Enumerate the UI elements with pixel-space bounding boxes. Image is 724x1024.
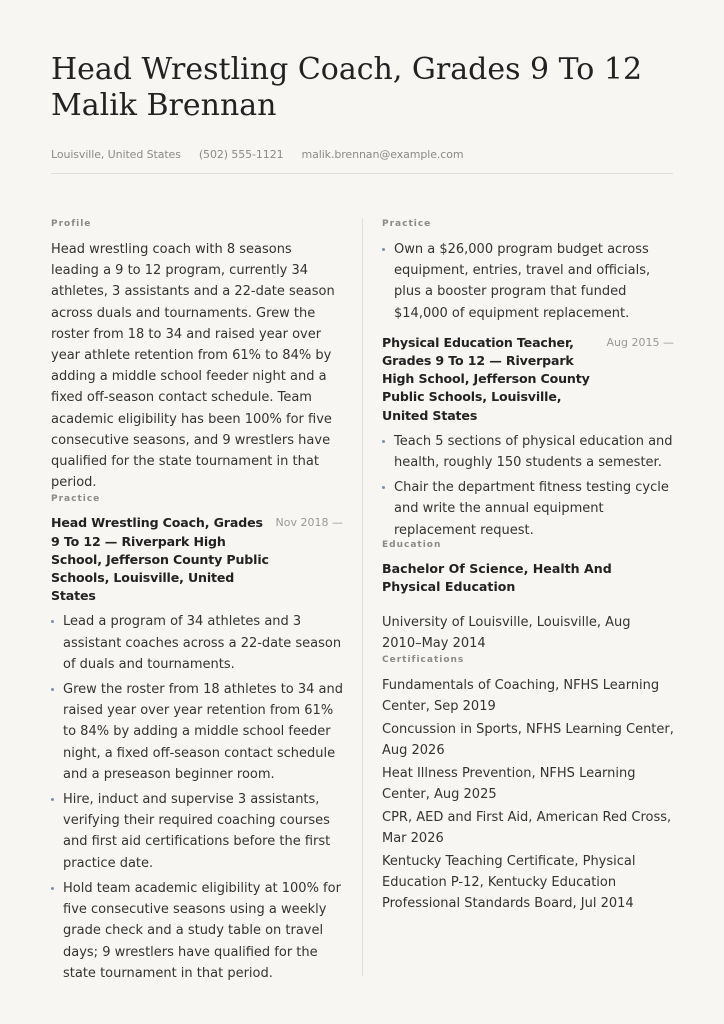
list-item: CPR, AED and First Aid, American Red Cross, Mar 2026	[382, 810, 672, 847]
bullet-icon	[51, 887, 54, 890]
resume-name: Head Wrestling Coach, Grades 9 To 12 Malik Brennan	[51, 52, 643, 123]
bullet-text: Teach 5 sections of physical education and health, roughly 150 students a semester.	[394, 433, 673, 471]
bullet-icon	[51, 798, 54, 801]
bullet-icon	[382, 486, 385, 489]
bullet-text: Lead a program of 34 athletes and 3 assistant coaches across a 22-date season of duals and tournaments.	[63, 614, 342, 672]
profile-section-label: Profile	[51, 219, 92, 229]
bullet-icon	[382, 440, 385, 443]
bullet-text: Hire, induct and supervise 3 assistants, verifying their required coaching courses and first aid certifications before the first practice date.	[63, 792, 331, 871]
education-detail: University of Louisville, Louisville, Aug 2010–May 2014	[382, 615, 631, 652]
bullet-icon	[51, 620, 54, 623]
contact-location: Louisville, United States	[51, 148, 181, 161]
job-bullets	[51, 611, 343, 983]
list-item	[51, 679, 343, 785]
contact-line	[51, 148, 673, 161]
list-item: Fundamentals of Coaching, NFHS Learning Center, Sep 2019	[382, 678, 660, 715]
list-item	[382, 431, 674, 473]
list-item: Kentucky Teaching Certificate, Physical Education P-12, Kentucky Education Professional Standards Board, Jul 2014	[382, 854, 636, 912]
bullet-text: Grew the roster from 18 athletes to 34 and raised year over year retention from 61% to 84% by adding a middle school feeder night, a fixed off-season contact schedule and a preseason beginner room.	[63, 682, 344, 782]
education-section-label: Education	[382, 539, 442, 550]
job-title: Head Wrestling Coach, Grades 9 To 12 — Riverpark High School, Jefferson County Public Schools, Louisville, United States	[51, 515, 269, 604]
bullet-icon	[382, 248, 385, 251]
bullet-icon	[51, 688, 54, 691]
resume-header	[51, 52, 673, 161]
job-heading	[382, 334, 674, 425]
practice-section-label: Practice	[382, 219, 432, 229]
job-date: Nov 2018 —	[275, 516, 343, 530]
bullet-text: Chair the department fitness testing cycle and write the annual equipment replacement request.	[394, 480, 669, 538]
job-title: Physical Education Teacher, Grades 9 To 12 — Riverpark High School, Jefferson County Public Schools, Louisville, United States	[382, 334, 590, 423]
contact-email: malik.brennan@example.com	[301, 148, 464, 161]
bullet-text: Hold team academic eligibility at 100% for five consecutive seasons using a weekly grade check and a study table on travel days; 9 wrestlers have qualified for the state tournament in that period.	[63, 880, 341, 981]
right-column	[382, 218, 674, 916]
header-divider	[51, 173, 673, 174]
list-item	[51, 611, 343, 675]
list-item	[51, 878, 343, 984]
left-column	[51, 218, 343, 988]
list-item	[382, 239, 674, 324]
list-item	[382, 477, 674, 541]
job-heading	[51, 514, 343, 605]
list-item	[51, 789, 343, 874]
continued-bullets	[382, 239, 674, 324]
certifications-list	[382, 675, 674, 914]
contact-phone: (502) 555-1121	[198, 148, 284, 161]
bullet-text: Own a $26,000 program budget across equipment, entries, travel and officials, plus a booster program that funded $14,000 of equipment replacement.	[394, 242, 651, 321]
list-item: Concussion in Sports, NFHS Learning Center, Aug 2026	[382, 722, 674, 759]
education-degree: Bachelor Of Science, Health And Physical Education	[382, 560, 612, 595]
list-item: Heat Illness Prevention, NFHS Learning Center, Aug 2025	[382, 766, 636, 803]
job-bullets	[382, 431, 674, 541]
job-date: Aug 2015 —	[606, 335, 674, 349]
profile-text: Head wrestling coach with 8 seasons leading a 9 to 12 program, currently 34 athletes, 3 assistants and a 22-date season across duals and tournaments. Grew the roster from 18 to 34 and raised year over year athlete retention from 61% to 84% by adding a middle school feeder night and a fixed off-season contact schedule. Team academic eligibility has been 100% for five consecutive seasons, and 9 wrestlers have qualified for the state tournament in that period.	[51, 242, 335, 491]
certifications-section-label: Certifications	[382, 655, 465, 666]
practice-section-label: Practice	[51, 494, 101, 505]
column-divider	[362, 218, 363, 976]
